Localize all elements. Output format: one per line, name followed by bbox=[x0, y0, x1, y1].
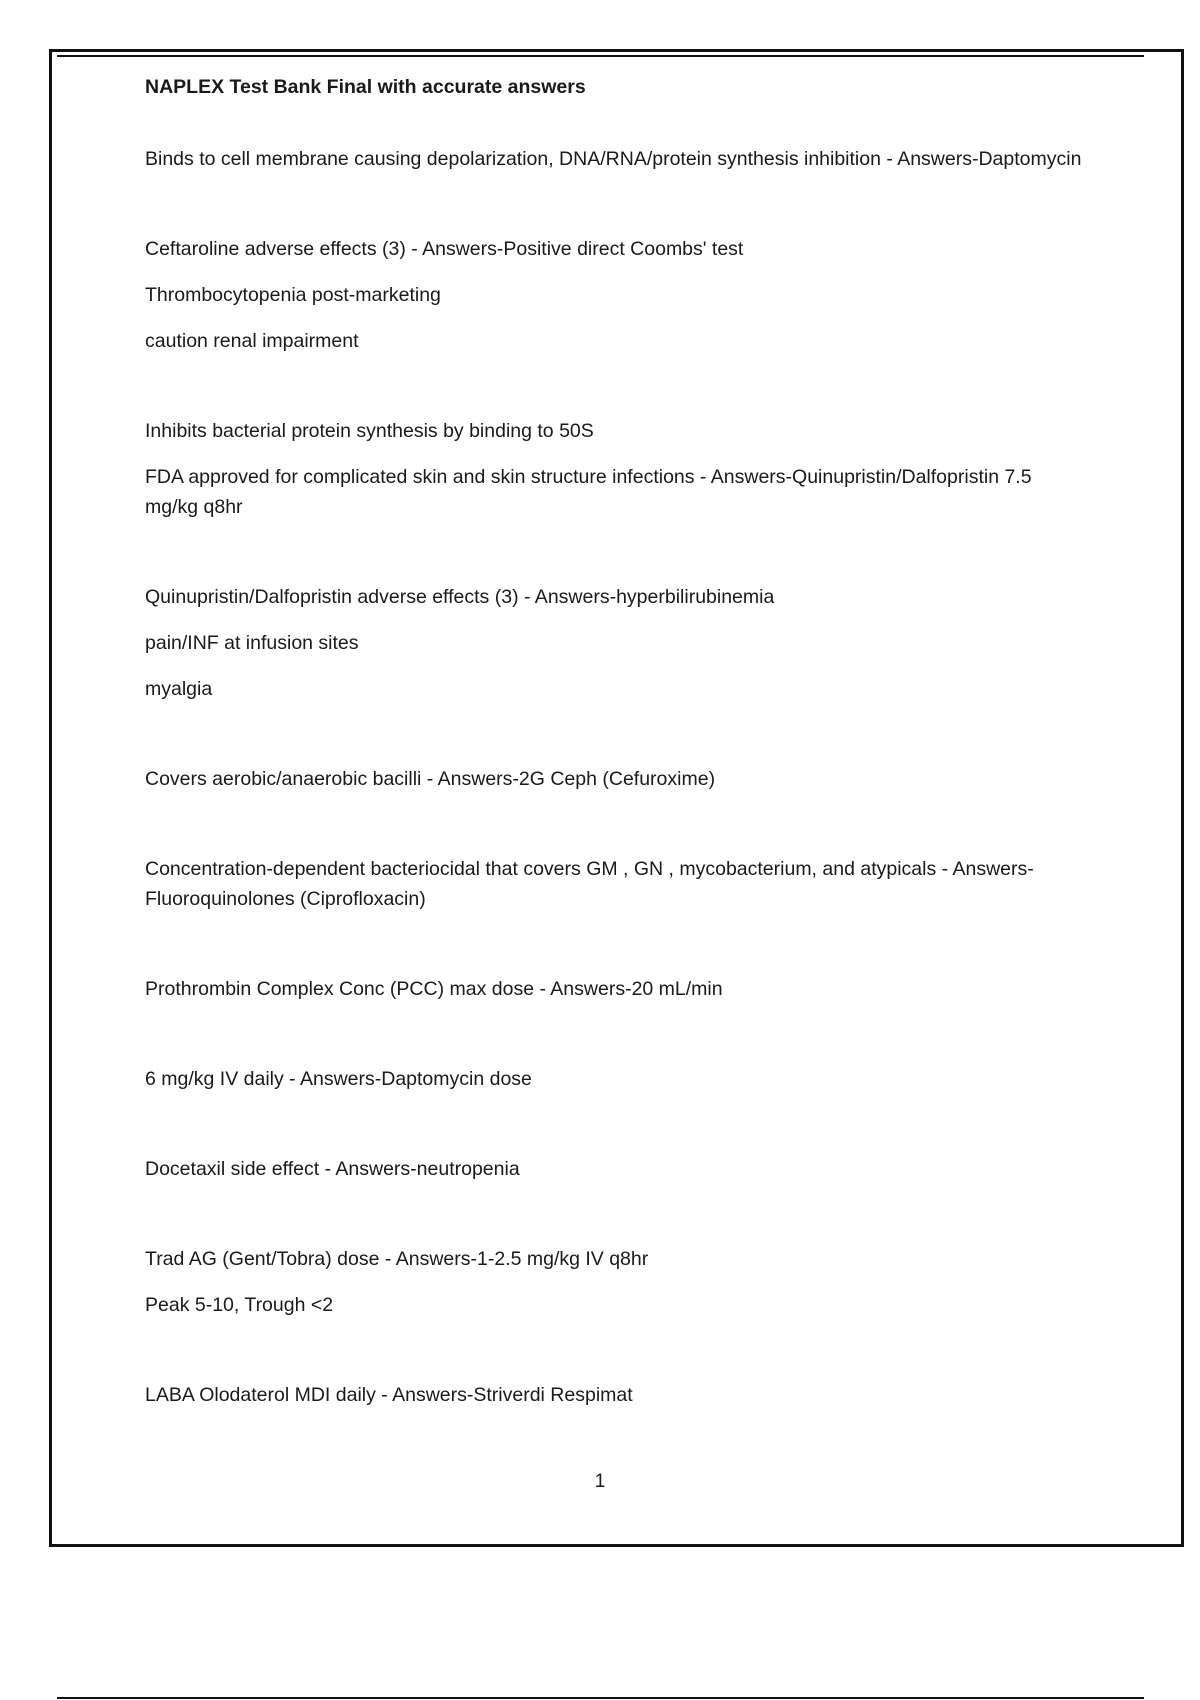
qa-line: 6 mg/kg IV daily - Answers-Daptomycin dose bbox=[145, 1068, 532, 1090]
qa-line: Trad AG (Gent/Tobra) dose - Answers-1-2.5 mg/kg IV q8hr bbox=[145, 1248, 649, 1270]
qa-line: Binds to cell membrane causing depolarization, DNA/RNA/protein synthesis inhibition - Answers-Daptomycin bbox=[145, 148, 1082, 170]
document-body bbox=[145, 72, 1090, 1410]
qa-line: LABA Olodaterol MDI daily - Answers-Striverdi Respimat bbox=[145, 1384, 633, 1406]
qa-line: Peak 5-10, Trough <2 bbox=[145, 1294, 334, 1316]
bottom-rule bbox=[57, 1697, 1144, 1699]
page-number: 1 bbox=[594, 1471, 606, 1492]
qa-line: FDA approved for complicated skin and skin structure infections - Answers-Quinupristin/Dalfopristin 7.5 mg/kg q8hr bbox=[145, 466, 1032, 518]
qa-line: caution renal impairment bbox=[145, 330, 359, 352]
qa-line: pain/INF at infusion sites bbox=[145, 632, 359, 654]
qa-line: Thrombocytopenia post-marketing bbox=[145, 284, 441, 306]
qa-line: myalgia bbox=[145, 678, 213, 700]
qa-line: Docetaxil side effect - Answers-neutropenia bbox=[145, 1158, 520, 1180]
qa-line: Prothrombin Complex Conc (PCC) max dose - Answers-20 mL/min bbox=[145, 978, 723, 1000]
qa-line: Inhibits bacterial protein synthesis by binding to 50S bbox=[145, 420, 594, 442]
qa-line: Covers aerobic/anaerobic bacilli - Answers-2G Ceph (Cefuroxime) bbox=[145, 768, 716, 790]
qa-line: Ceftaroline adverse effects (3) - Answers-Positive direct Coombs' test bbox=[145, 238, 744, 260]
qa-line: Concentration-dependent bacteriocidal that covers GM , GN , mycobacterium, and atypicals - Answers-Fluoroquinolones (Ciprofloxacin) bbox=[145, 858, 1034, 910]
document-title: NAPLEX Test Bank Final with accurate answers bbox=[145, 76, 586, 98]
qa-line: Quinupristin/Dalfopristin adverse effects (3) - Answers-hyperbilirubinemia bbox=[145, 586, 775, 608]
